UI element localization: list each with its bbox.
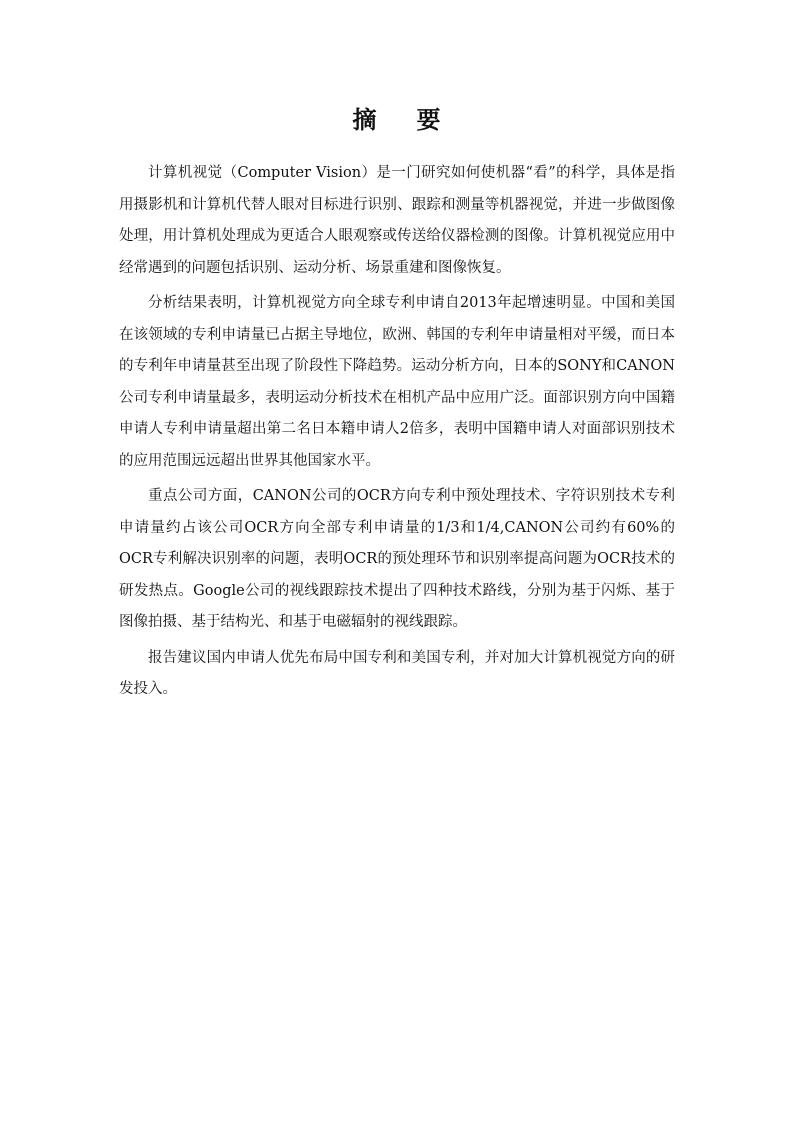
paragraph-analysis: 分析结果表明，计算机视觉方向全球专利申请自2013年起增速明显。中国和美国在该领域的专利申请量已占据主导地位，欧洲、韩国的专利年申请量相对平缓，而日本的专利年申请量甚至出现了阶段性下降趋势。运动分析方向，日本的SONY和CANON公司专利申请量最多，表明运动分析技术在相机产品中应用广泛。面部识别方向中国籍申请人专利申请量超出第二名日本籍申请人2倍多，表明中国籍申请人对面部识别技术的应用范围远远超出世界其他国家水平。: [119, 295, 675, 469]
paragraph-recommendation: 报告建议国内申请人优先布局中国专利和美国专利，并对加大计算机视觉方向的研发投入。: [119, 649, 675, 697]
page-title-char-1: 摘: [352, 106, 377, 134]
page-title-char-2: 要: [416, 106, 441, 134]
page-title: [0, 100, 793, 135]
paragraph-intro: 计算机视觉（Computer Vision）是一门研究如何使机器“看”的科学，具体是指用摄影机和计算机代替人眼对目标进行识别、跟踪和测量等机器视觉，并进一步做图像处理，用计算机处理成为更适合人眼观察或传送给仪器检测的图像。计算机视觉应用中经常遇到的问题包括识别、运动分析、场景重建和图像恢复。: [119, 165, 675, 276]
paragraph-key-companies: 重点公司方面，CANON公司的OCR方向专利中预处理技术、字符识别技术专利申请量约占该公司OCR方向全部专利申请量的1/3和1/4,CANON公司约有60%的OCR专利解决识别率的问题，表明OCR的预处理环节和识别率提高问题为OCR技术的研发热点。Google公司的视线跟踪技术提出了四种技术路线，分别为基于闪烁、基于图像拍摄、基于结构光、和基于电磁辐射的视线跟踪。: [119, 488, 675, 630]
abstract-body: [119, 158, 675, 710]
